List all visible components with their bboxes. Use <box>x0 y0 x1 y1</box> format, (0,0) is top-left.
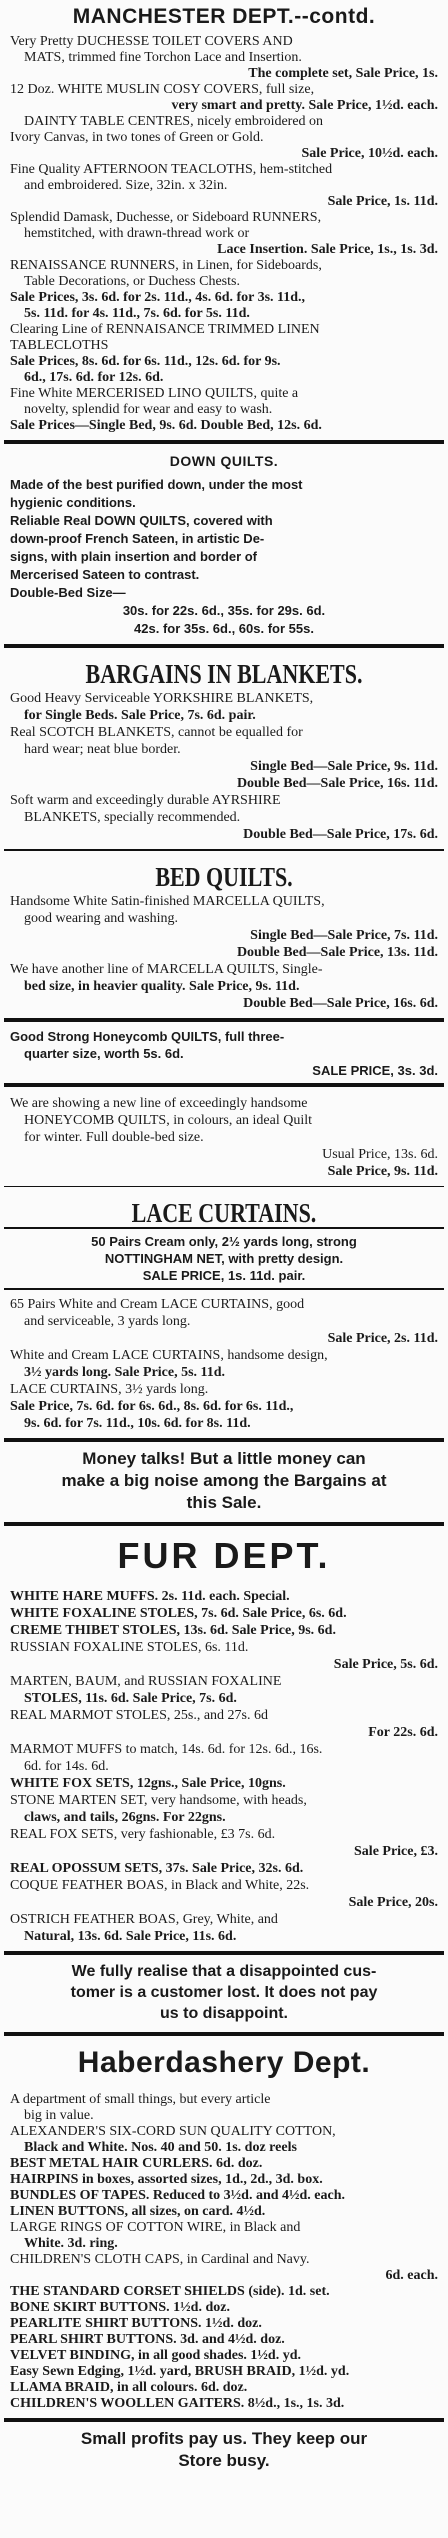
haberdashery-line: Easy Sewn Edging, 1½d. yard, BRUSH BRAID, 1½d. yd. <box>10 2364 350 2379</box>
honeycomb-colours-line: We are showing a new line of exceedingly handsome <box>10 1096 308 1111</box>
manchester-line: Sale Prices—Single Bed, 9s. 6d. Double Bed, 12s. 6d. <box>10 418 322 433</box>
haberdashery-line: PEARLITE SHIRT BUTTONS. 1½d. doz. <box>10 2316 262 2331</box>
blankets-line: Soft warm and exceedingly durable AYRSHIRE <box>10 793 281 808</box>
lace-box-line: NOTTINGHAM NET, with pretty design. <box>104 1251 344 1266</box>
haberdashery-line: THE STANDARD CORSET SHIELDS (side). 1d. set. <box>10 2284 330 2299</box>
fur-line: REAL FOX SETS, very fashionable, £3 7s. 6d. <box>10 1827 276 1842</box>
haberdashery-line: BUNDLES OF TAPES. Reduced to 3½d. and 4½d. each. <box>10 2188 346 2203</box>
bed-quilts-heading: BED QUILTS. <box>155 861 293 893</box>
fur-line: 6d. for 14s. 6d. <box>24 1759 109 1774</box>
lace-box-lines <box>10 1233 438 1284</box>
fur-line: Sale Price, £3. <box>354 1844 438 1859</box>
manchester-line: Very Pretty DUCHESSE TOILET COVERS AND <box>10 34 293 49</box>
blankets-line: Real SCOTCH BLANKETS, cannot be equalled for <box>10 725 303 740</box>
down-quilts-line: down-proof French Sateen, in artistic De- <box>10 531 265 546</box>
down-quilts-line: 42s. for 35s. 6d., 60s. for 55s. <box>134 621 314 636</box>
haberdashery-line: CHILDREN'S WOOLLEN GAITERS. 8½d., 1s., 1s. 3d. <box>10 2396 345 2411</box>
lace-box-line: 50 Pairs Cream only, 2½ yards long, strong <box>91 1234 357 1249</box>
haberdashery-lines <box>10 2092 438 2412</box>
manchester-heading: MANCHESTER DEPT.--contd. <box>72 5 376 28</box>
haberdashery-line: Black and White. Nos. 40 and 50. 1s. doz reels <box>24 2140 297 2155</box>
haberdashery-line: BEST METAL HAIR CURLERS. 6d. doz. <box>10 2156 263 2171</box>
honeycomb-colours-line: Sale Price, 9s. 11d. <box>327 1164 438 1179</box>
realise-line: We fully realise that a disappointed cus- <box>71 1963 377 1980</box>
honeycomb-colours-section <box>0 1087 448 1180</box>
fur-line: Sale Price, 5s. 6d. <box>333 1657 438 1672</box>
haberdashery-line: LINEN BUTTONS, all sizes, on card. 4½d. <box>10 2204 266 2219</box>
lace-section <box>0 1187 448 1227</box>
haberdashery-line: 6d. each. <box>385 2268 438 2283</box>
haberdashery-line: VELVET BINDING, in all good shades. 1½d. yd. <box>10 2348 301 2363</box>
honeycomb-line: quarter size, worth 5s. 6d. <box>24 1046 184 1061</box>
profits-lines <box>10 2428 438 2472</box>
profits-line: Small profits pay us. They keep our <box>80 2429 368 2448</box>
manchester-line: Splendid Damask, Duchesse, or Sideboard RUNNERS, <box>10 210 322 225</box>
haberdashery-line: CHILDREN'S CLOTH CAPS, in Cardinal and Navy. <box>10 2252 310 2267</box>
blankets-line: for Single Beds. Sale Price, 7s. 6d. pair. <box>24 708 256 723</box>
realise-line: tomer is a customer lost. It does not pay <box>70 1984 378 2001</box>
fur-line: Natural, 13s. 6d. Sale Price, 11s. 6d. <box>24 1929 237 1944</box>
profits-line: Store busy. <box>178 2451 270 2470</box>
fur-lines <box>10 1588 438 1945</box>
money-talks-box <box>0 1442 448 1522</box>
manchester-line: 6d., 17s. 6d. for 12s. 6d. <box>24 370 164 385</box>
blankets-heading: BARGAINS IN BLANKETS. <box>85 658 363 690</box>
lace-more <box>0 1290 448 1432</box>
manchester-line: Sale Prices, 3s. 6d. for 2s. 11d., 4s. 6d. for 3s. 11d., <box>10 290 306 305</box>
fur-line: CREME THIBET STOLES, 13s. 6d. Sale Price, 9s. 6d. <box>10 1623 336 1638</box>
honeycomb-colours-lines <box>10 1095 438 1180</box>
fur-line: Sale Price, 20s. <box>348 1895 438 1910</box>
fur-line: STOLES, 11s. 6d. Sale Price, 7s. 6d. <box>24 1691 237 1706</box>
manchester-line: Sale Prices, 8s. 6d. for 6s. 11d., 12s. 6d. for 9s. <box>10 354 281 369</box>
fur-line: RUSSIAN FOXALINE STOLES, 6s. 11d. <box>10 1640 249 1655</box>
lace-line: 9s. 6d. for 7s. 11d., 10s. 6d. for 8s. 11d. <box>24 1416 251 1431</box>
honeycomb-colours-line: for winter. Full double-bed size. <box>24 1130 204 1145</box>
haberdashery-line: LARGE RINGS OF COTTON WIRE, in Black and <box>10 2220 301 2235</box>
fur-line: WHITE HARE MUFFS. 2s. 11d. each. Special. <box>10 1589 290 1604</box>
down-quilts-line: signs, with plain insertion and border of <box>10 549 258 564</box>
bed-quilts-line: Handsome White Satin-finished MARCELLA QUILTS, <box>10 894 325 909</box>
haberdashery-line: LLAMA BRAID, in all colours. 6d. doz. <box>10 2380 248 2395</box>
fur-line: OSTRICH FEATHER BOAS, Grey, White, and <box>10 1912 278 1927</box>
lace-heading: LACE CURTAINS. <box>131 1197 317 1229</box>
down-quilts-line: Mercerised Sateen to contrast. <box>10 567 200 582</box>
manchester-lines <box>10 34 438 434</box>
blankets-line: Good Heavy Serviceable YORKSHIRE BLANKETS, <box>10 691 314 706</box>
fur-line: REAL MARMOT STOLES, 25s., and 27s. 6d <box>10 1708 268 1723</box>
manchester-line: RENAISSANCE RUNNERS, in Linen, for Sideboards, <box>10 258 322 273</box>
down-quilts-lines <box>10 476 438 638</box>
lace-line: Sale Price, 2s. 11d. <box>327 1331 438 1346</box>
lace-line: White and Cream LACE CURTAINS, handsome design, <box>10 1348 328 1363</box>
honeycomb-line: SALE PRICE, 3s. 3d. <box>312 1063 438 1078</box>
manchester-section <box>0 0 448 434</box>
down-quilts-line: Made of the best purified down, under the most <box>10 477 303 492</box>
fur-line: MARTEN, BAUM, and RUSSIAN FOXALINE <box>10 1674 282 1689</box>
down-quilts-section <box>0 444 448 638</box>
honeycomb-colours-line: HONEYCOMB QUILTS, in colours, an ideal Quilt <box>24 1113 313 1128</box>
manchester-line: Fine Quality AFTERNOON TEACLOTHS, hem-stitched <box>10 162 333 177</box>
fur-line: STONE MARTEN SET, very handsome, with heads, <box>10 1793 307 1808</box>
fur-line: WHITE FOXALINE STOLES, 7s. 6d. Sale Price, 6s. 6d. <box>10 1606 347 1621</box>
manchester-line: Lace Insertion. Sale Price, 1s., 1s. 3d. <box>217 242 438 257</box>
down-quilts-line: Reliable Real DOWN QUILTS, covered with <box>10 513 273 528</box>
haberdashery-heading: Haberdashery Dept. <box>77 2046 371 2079</box>
blankets-section <box>0 648 448 843</box>
blankets-line: Single Bed—Sale Price, 9s. 11d. <box>250 759 438 774</box>
manchester-line: novelty, splendid for wear and easy to wash. <box>24 402 273 417</box>
money-talks-line: this Sale. <box>186 1493 262 1512</box>
manchester-line: 12 Doz. WHITE MUSLIN COSY COVERS, full size, <box>10 82 315 97</box>
haberdashery-line: HAIRPINS in boxes, assorted sizes, 1d., 2d., 3d. box. <box>10 2172 323 2187</box>
honeycomb-line: Good Strong Honeycomb QUILTS, full three- <box>10 1029 285 1044</box>
haberdashery-line: BONE SKIRT BUTTONS. 1½d. doz. <box>10 2300 230 2315</box>
honeycomb-lines <box>10 1028 438 1079</box>
bed-quilts-lines <box>10 893 438 1012</box>
down-quilts-heading: DOWN QUILTS. <box>169 453 279 469</box>
lace-line: 65 Pairs White and Cream LACE CURTAINS, good <box>10 1297 305 1312</box>
fur-line: WHITE FOX SETS, 12gns., Sale Price, 10gns. <box>10 1776 286 1791</box>
manchester-line: Sale Price, 10½d. each. <box>301 146 438 161</box>
money-talks-lines <box>10 1448 438 1514</box>
manchester-line: Ivory Canvas, in two tones of Green or Gold. <box>10 130 264 145</box>
realise-line: us to disappoint. <box>160 2005 288 2022</box>
manchester-line: and embroidered. Size, 32in. x 32in. <box>24 178 228 193</box>
fur-section <box>0 1526 448 1945</box>
manchester-line: Clearing Line of RENNAISANCE TRIMMED LINEN <box>10 322 320 337</box>
money-talks-line: Money talks! But a little money can <box>82 1449 366 1468</box>
manchester-line: very smart and pretty. Sale Price, 1½d. each. <box>171 98 438 113</box>
down-quilts-line: hygienic conditions. <box>10 495 136 510</box>
lace-lines <box>10 1296 438 1432</box>
money-talks-line: make a big noise among the Bargains at <box>61 1471 387 1490</box>
manchester-line: DAINTY TABLE CENTRES, nicely embroidered on <box>24 114 324 129</box>
lace-line: 3½ yards long. Sale Price, 5s. 11d. <box>24 1365 226 1380</box>
bed-quilts-line: We have another line of MARCELLA QUILTS, Single- <box>10 962 323 977</box>
haberdashery-line: ALEXANDER'S SIX-CORD SUN QUALITY COTTON, <box>10 2124 336 2139</box>
down-quilts-line: 30s. for 22s. 6d., 35s. for 29s. 6d. <box>122 603 326 618</box>
fur-line: For 22s. 6d. <box>368 1725 438 1740</box>
lace-line: LACE CURTAINS, 3½ yards long. <box>10 1382 209 1397</box>
bed-quilts-section <box>0 851 448 1012</box>
blankets-line: Double Bed—Sale Price, 17s. 6d. <box>243 827 438 842</box>
blankets-line: hard wear; neat blue border. <box>24 742 181 757</box>
bed-quilts-line: Double Bed—Sale Price, 13s. 11d. <box>236 945 438 960</box>
fur-heading: FUR DEPT. <box>117 1535 331 1576</box>
haberdashery-line: big in value. <box>24 2108 94 2123</box>
manchester-line: TABLECLOTHS <box>10 338 109 353</box>
manchester-line: 5s. 11d. for 4s. 11d., 7s. 6d. for 5s. 11d. <box>24 306 250 321</box>
down-quilts-line: Double-Bed Size— <box>10 585 126 600</box>
fur-line: MARMOT MUFFS to match, 14s. 6d. for 12s. 6d., 16s. <box>10 1742 323 1757</box>
blankets-line: BLANKETS, specially recommended. <box>24 810 241 825</box>
blankets-line: Double Bed—Sale Price, 16s. 11d. <box>236 776 438 791</box>
lace-box <box>0 1229 448 1288</box>
lace-line: and serviceable, 3 yards long. <box>24 1314 191 1329</box>
realise-box <box>0 1955 448 2032</box>
manchester-line: The complete set, Sale Price, 1s. <box>248 66 438 81</box>
haberdashery-line: White. 3d. ring. <box>24 2236 118 2251</box>
fur-line: REAL OPOSSUM SETS, 37s. Sale Price, 32s. 6d. <box>10 1861 304 1876</box>
haberdashery-line: A department of small things, but every article <box>10 2092 271 2107</box>
fur-line: COQUE FEATHER BOAS, in Black and White, 22s. <box>10 1878 310 1893</box>
bed-quilts-line: Double Bed—Sale Price, 16s. 6d. <box>243 996 438 1011</box>
bed-quilts-line: Single Bed—Sale Price, 7s. 11d. <box>250 928 438 943</box>
lace-box-line: SALE PRICE, 1s. 11d. pair. <box>142 1268 306 1283</box>
manchester-line: Table Decorations, or Duchess Chests. <box>24 274 240 289</box>
manchester-line: MATS, trimmed fine Torchon Lace and Insertion. <box>24 50 302 65</box>
manchester-line: Fine White MERCERISED LINO QUILTS, quite a <box>10 386 299 401</box>
honeycomb-colours-line: Usual Price, 13s. 6d. <box>322 1147 438 1162</box>
haberdashery-section <box>0 2036 448 2412</box>
profits-box <box>0 2422 448 2472</box>
bed-quilts-line: good wearing and washing. <box>24 911 178 926</box>
lace-line: Sale Price, 7s. 6d. for 6s. 6d., 8s. 6d. for 6s. 11d., <box>10 1399 294 1414</box>
bed-quilts-line: bed size, in heavier quality. Sale Price, 9s. 11d. <box>24 979 300 994</box>
realise-lines <box>10 1961 438 2024</box>
fur-line: claws, and tails, 26gns. For 22gns. <box>24 1810 226 1825</box>
blankets-lines <box>10 690 438 843</box>
manchester-line: Sale Price, 1s. 11d. <box>327 194 438 209</box>
manchester-line: hemstitched, with drawn-thread work or <box>24 226 250 241</box>
honeycomb-box <box>0 1022 448 1083</box>
haberdashery-line: PEARL SHIRT BUTTONS. 3d. and 4½d. doz. <box>10 2332 285 2347</box>
